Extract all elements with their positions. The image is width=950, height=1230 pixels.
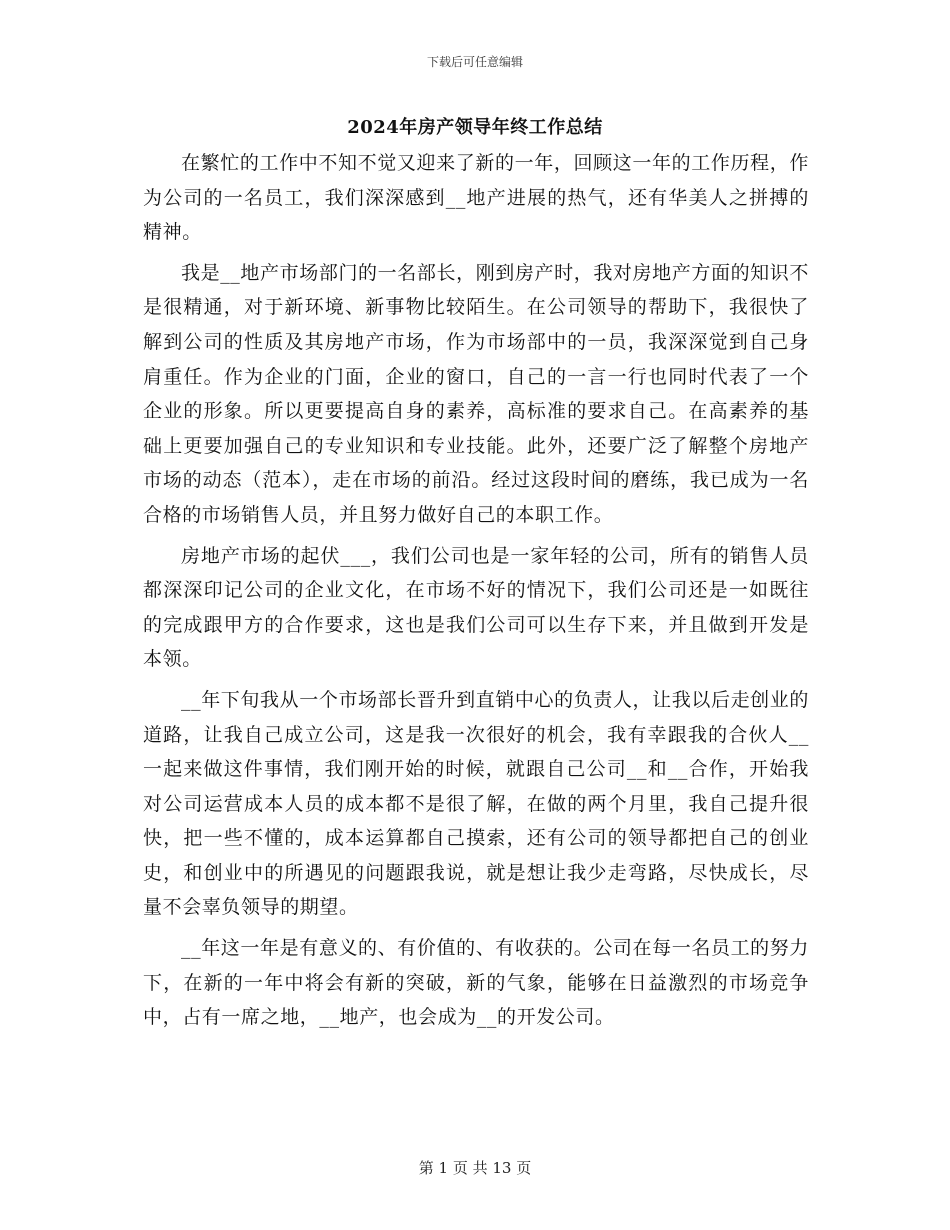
paragraph: 房地产市场的起伏___，我们公司也是一家年轻的公司，所有的销售人员都深深印记公司的企业文化，在市场不好的情况下，我们公司还是一如既往的完成跟甲方的合作要求，这也是我们公司可以生存下来，并且做到开发是本领。 xyxy=(143,544,809,671)
paragraph: 在繁忙的工作中不知不觉又迎来了新的一年，回顾这一年的工作历程，作为公司的一名员工，我们深深感到__地产进展的热气，还有华美人之拼搏的精神。 xyxy=(143,152,809,244)
paragraph: __年下旬我从一个市场部长晋升到直销中心的负责人，让我以后走创业的道路，让我自己成立公司，这是我一次很好的机会，我有幸跟我的合伙人__一起来做这件事情，我们刚开始的时候，就跟自己公司__和__合作，开始我对公司运营成本人员的成本都不是很了解，在做的两个月里，我自己提升很快，把一些不懂的，成本运算都自己摸索，还有公司的领导都把自己的创业史，和创业中的所遇见的问题跟我说，就是想让我少走弯路，尽快成长，尽量不会辜负领导的期望。 xyxy=(143,688,809,919)
document-title: 2024年房产领导年终工作总结 xyxy=(347,117,603,138)
page-footer: 第 1 页 共 13 页 xyxy=(418,1159,532,1177)
paragraph: __年这一年是有意义的、有价值的、有收获的。公司在每一名员工的努力下，在新的一年中将会有新的突破，新的气象，能够在日益激烈的市场竞争中，占有一席之地，__地产，也会成为__的开发公司。 xyxy=(143,937,809,1029)
paragraph: 我是__地产市场部门的一名部长，刚到房产时，我对房地产方面的知识不是很精通，对于新环境、新事物比较陌生。在公司领导的帮助下，我很快了解到公司的性质及其房地产市场，作为市场部中的一员，我深深觉到自己身肩重任。作为企业的门面，企业的窗口，自己的一言一行也同时代表了一个企业的形象。所以更要提高自身的素养，高标准的要求自己。在高素养的基础上更要加强自己的专业知识和专业技能。此外，还要广泛了解整个房地产市场的动态（范本），走在市场的前沿。经过这段时间的磨练，我已成为一名合格的市场销售人员，并且努力做好自己的本职工作。 xyxy=(143,261,809,526)
document-body xyxy=(143,146,809,1041)
page-header: 下载后可任意编辑 xyxy=(426,55,523,69)
